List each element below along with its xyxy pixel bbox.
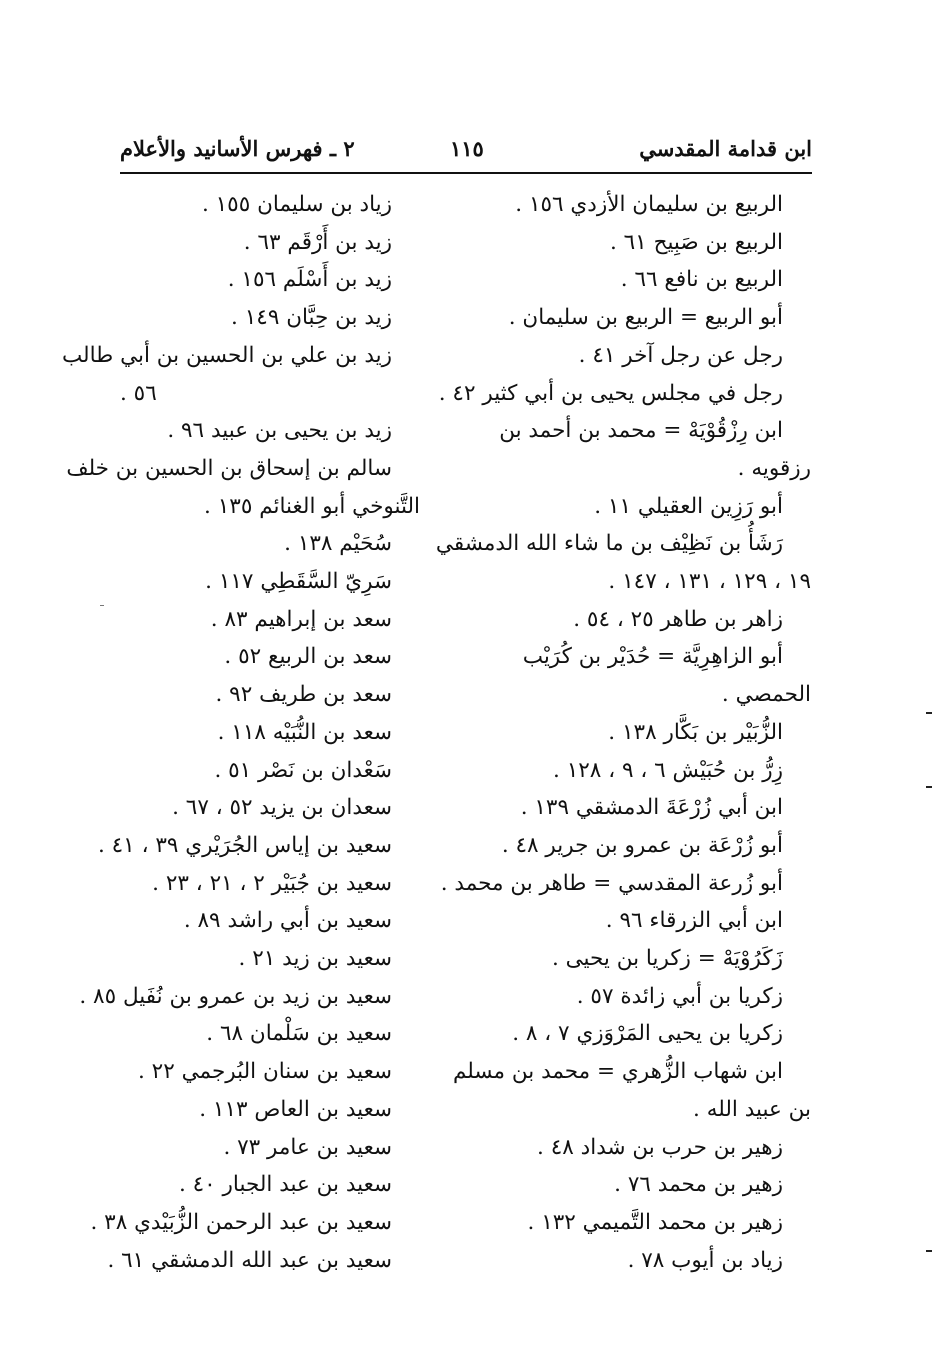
page-number: ١١٥ xyxy=(450,136,484,161)
index-entry: سَعْدان بن نَصْر ٥١ . xyxy=(214,757,392,783)
index-entry: سعد بن النُّبَيْه ١١٨ . xyxy=(217,719,392,745)
index-entry: زياد بن أيوب ٧٨ . xyxy=(627,1247,783,1273)
index-entry: أبو زُرعة المقدسي = طاهر بن محمد . xyxy=(440,870,783,896)
index-entry: رجل عن رجل آخر ٤١ . xyxy=(578,342,783,368)
index-entry: زَكَرُوْيَهْ = زكريا بن يحيى . xyxy=(551,946,783,972)
index-entry: أبو الزاهِرِيَّة = حُدَيْر بن كُرَيْب xyxy=(522,644,783,670)
index-entry: زيد بن أَرْقَم ٦٣ . xyxy=(243,229,392,255)
index-entry-continuation: رزقويه . xyxy=(737,455,811,481)
index-entry: زيد بن أَسْلَم ١٥٦ . xyxy=(227,267,392,293)
index-entry-continuation: التَّنوخي أبو الغنائم ١٣٥ . xyxy=(204,493,420,519)
scan-mark xyxy=(926,786,932,788)
index-entry: زيد بن حِبَّان ١٤٩ . xyxy=(231,305,392,331)
index-entry: سعدان بن يزيد ٥٢ ، ٦٧ . xyxy=(172,795,392,821)
index-entry: زكريا بن يحيى المَرْوَزي ٧ ، ٨ . xyxy=(512,1021,783,1047)
running-title: ابن قدامة المقدسي xyxy=(639,136,812,161)
index-entry: ابن أبي الزرقاء ٩٦ . xyxy=(605,908,783,934)
index-entry: سعد بن إبراهيم ٨٣ . xyxy=(210,606,392,632)
index-entry: سعيد بن سنان البُرجمي ٢٢ . xyxy=(138,1059,392,1085)
index-entry: سعيد بن زيد بن عمرو بن نُفَيل ٨٥ . xyxy=(79,983,392,1009)
index-entry: سُحَيْم ١٣٨ . xyxy=(284,531,392,557)
index-entry: زياد بن سليمان ١٥٥ . xyxy=(201,192,392,217)
scan-mark xyxy=(926,1250,932,1252)
index-entry: رَشَأُ بن نَظِيْف بن ما شاء الله الدمشقي xyxy=(435,531,783,557)
index-entry: سعيد بن عامر ٧٣ . xyxy=(223,1134,392,1160)
section-title: ٢ ـ فهرس الأسانيد والأعلام xyxy=(120,136,355,161)
scan-mark xyxy=(100,605,104,606)
scan-mark xyxy=(926,712,932,714)
index-entry: أبو الربيع = الربيع بن سليمان . xyxy=(508,305,783,331)
index-entry: الربيع بن سليمان الأزدي ١٥٦ . xyxy=(515,192,783,217)
index-entry: الربيع بن نافع ٦٦ . xyxy=(620,267,783,293)
index-entry: سعيد بن العاص ١١٣ . xyxy=(199,1096,392,1122)
index-entry: زهير بن محمد ٧٦ . xyxy=(614,1172,783,1198)
index-entry: ابن شهاب الزُّهري = محمد بن مسلم xyxy=(452,1059,783,1085)
index-entry: سعيد بن عبد الرحمن الزُّبَيْدي ٣٨ . xyxy=(90,1209,392,1235)
index-entry: سعد بن طريف ٩٢ . xyxy=(215,682,392,708)
index-entry: الربيع بن صَبِيح ٦١ . xyxy=(609,229,783,255)
index-entry: زِرُّ بن حُبَيْش ٦ ، ٩ ، ١٢٨ . xyxy=(553,757,783,783)
right-column xyxy=(435,186,811,1279)
index-entry: سالم بن إسحاق بن الحسين بن خلف xyxy=(66,455,392,481)
index-entry: سعيد بن عبد الله الدمشقي ٦١ . xyxy=(107,1247,392,1273)
left-column xyxy=(61,186,420,1279)
index-entry: زكريا بن أبي زائدة ٥٧ . xyxy=(576,983,783,1009)
index-entry: سَرِيّ السَّقَطِي ١١٧ . xyxy=(205,569,392,595)
index-entry: سعيد بن عبد الجبار ٤٠ . xyxy=(178,1172,392,1198)
index-entry: زيد بن يحيى بن عبيد ٩٦ . xyxy=(167,418,392,444)
index-entry: زاهر بن طاهر ٢٥ ، ٥٤ . xyxy=(573,606,783,632)
index-entry: سعيد بن أبي راشد ٨٩ . xyxy=(183,908,392,934)
index-entry: رجل في مجلس يحيى بن أبي كثير ٤٢ . xyxy=(438,380,783,406)
index-entry: زهير بن محمد التَّميمي ١٣٢ . xyxy=(527,1209,783,1235)
index-entry-continuation: ٥٦ . xyxy=(120,380,157,406)
index-entry: سعيد بن سَلْمان ٦٨ . xyxy=(206,1021,392,1047)
page-header xyxy=(120,136,812,166)
header-rule xyxy=(120,172,812,174)
index-entry: ابن أبي زُرْعَةَ الدمشقي ١٣٩ . xyxy=(520,795,783,821)
index-entry-continuation: ١٩ ، ١٢٩ ، ١٣١ ، ١٤٧ . xyxy=(608,569,811,595)
index-entry: سعيد بن زيد ٢١ . xyxy=(238,946,392,972)
index-entry: زهير بن حرب بن شداد ٤٨ . xyxy=(537,1134,783,1160)
index-entry: ابن رِزْقُوْيَهْ = محمد بن أحمد بن xyxy=(499,418,783,444)
index-entry: الزُّبَيْر بن بَكَّار ١٣٨ . xyxy=(608,719,783,745)
index-entry: سعيد بن جُبَيْر ٢ ، ٢١ ، ٢٣ . xyxy=(152,870,392,896)
index-entry: سعيد بن إياس الجُرَيْري ٣٩ ، ٤١ . xyxy=(97,832,392,858)
index-entry: أبو زُرْعَة بن عمرو بن جرير ٤٨ . xyxy=(501,832,783,858)
index-entry: سعد بن الربيع ٥٢ . xyxy=(224,644,392,670)
index-entry: أبو رَزِين العقيلي ١١ . xyxy=(594,493,783,519)
index-entry-continuation: بن عبيد الله . xyxy=(693,1096,811,1122)
index-entry-continuation: الحمصي . xyxy=(721,682,811,708)
index-entry: زيد بن علي بن الحسين بن أبي طالب xyxy=(61,342,392,368)
